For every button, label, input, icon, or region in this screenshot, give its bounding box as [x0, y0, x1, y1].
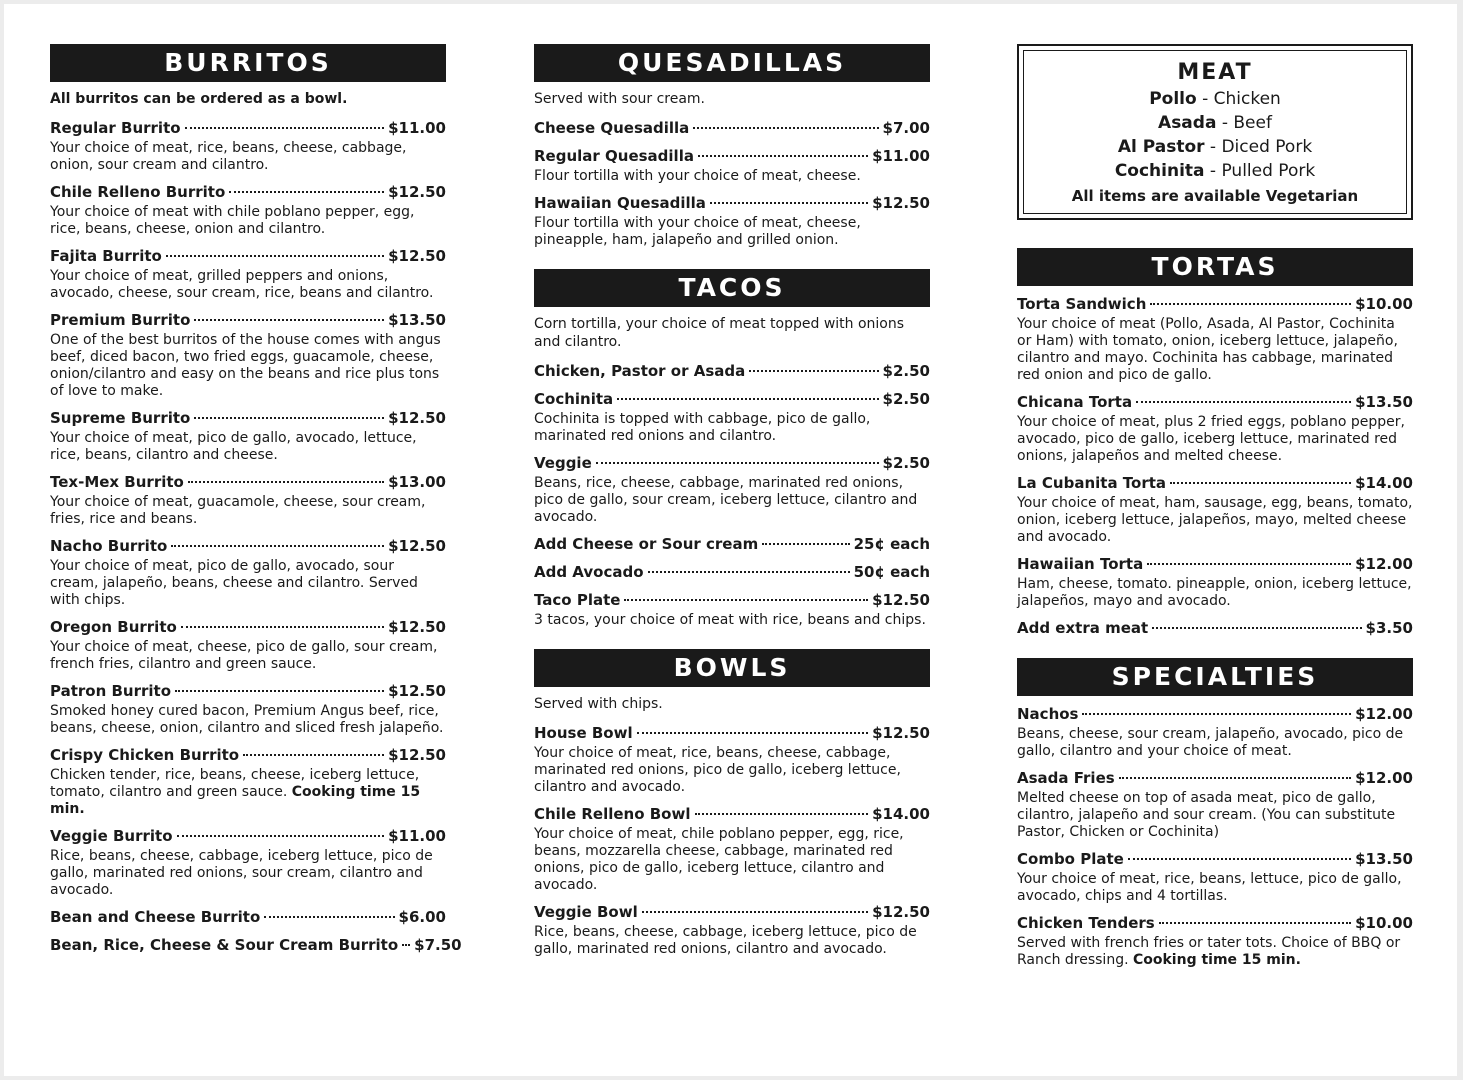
menu-item-price: $3.50 [1365, 619, 1413, 637]
menu-item-price: 25¢ each [853, 535, 930, 553]
menu-item-line [534, 193, 930, 213]
menu-item-veggie-bowl [534, 902, 930, 958]
burritos-header: BURRITOS [50, 44, 446, 82]
menu-item-price: $7.50 [414, 936, 462, 954]
meat-option-name: Cochinita [1114, 161, 1205, 181]
menu-item-price: $12.50 [872, 591, 930, 609]
menu-item-oregon-burrito [50, 617, 446, 673]
dot-leader [762, 543, 849, 545]
menu-item-description-text: Your choice of meat, rice, beans, cheese, cabbage, onion, sour cream and cilantro. [50, 140, 407, 173]
menu-item-description [50, 430, 446, 464]
menu-item-name: Nachos [1017, 705, 1079, 723]
menu-item-name: House Bowl [534, 724, 633, 742]
tacos-list [534, 361, 930, 629]
menu-item-description-text: Your choice of meat, rice, beans, lettuce, pico de gallo, avocado, chips and 4 tortillas. [1017, 871, 1402, 904]
menu-item-description [50, 639, 446, 673]
dot-leader [185, 127, 385, 129]
menu-item-supreme-burrito [50, 408, 446, 464]
menu-item-line [1017, 473, 1413, 493]
menu-item-crispy-chicken-burrito [50, 745, 446, 818]
menu-item-regular-burrito [50, 118, 446, 174]
menu-item-description-text: Served with french fries or tater tots. Choice of BBQ or Ranch dressing. [1017, 935, 1401, 968]
menu-item-name: Crispy Chicken Burrito [50, 746, 240, 764]
menu-page [4, 4, 1457, 1076]
specialties-header: SPECIALTIES [1017, 658, 1413, 696]
menu-item-price: $10.00 [1355, 295, 1413, 313]
dot-leader [596, 462, 879, 464]
menu-item-name: Add Cheese or Sour cream [534, 535, 759, 553]
menu-item-description-text: Your choice of meat with chile poblano pepper, egg, rice, beans, cheese, onion and cilantro. [50, 204, 415, 237]
menu-item-description [534, 924, 930, 958]
menu-item-bean-and-cheese-burrito [50, 907, 446, 927]
menu-item-description [1017, 495, 1413, 546]
menu-item-description [1017, 576, 1413, 610]
menu-item-name: Tex-Mex Burrito [50, 473, 184, 491]
dot-leader [264, 916, 394, 918]
dot-leader [642, 911, 868, 913]
menu-item-description-text: Your choice of meat, rice, beans, cheese, cabbage, marinated red onions, pico de gallo, iceberg lettuce, cilantro and avocado. [534, 745, 901, 795]
menu-item-name: Hawaiian Torta [1017, 555, 1144, 573]
menu-item-nachos [1017, 704, 1413, 760]
menu-item-description [534, 745, 930, 796]
tortas-header: TORTAS [1017, 248, 1413, 286]
menu-item-name: Taco Plate [534, 591, 621, 609]
menu-item-line [1017, 618, 1413, 638]
menu-item-line [50, 310, 446, 330]
dot-leader [693, 127, 878, 129]
menu-item-price: $12.00 [1355, 769, 1413, 787]
menu-item-name: Veggie [534, 454, 592, 472]
menu-item-name: Regular Burrito [50, 119, 181, 137]
menu-item-description-text: Your choice of meat, pico de gallo, avocado, sour cream, jalapeño, beans, cheese and cilantro. Served with chips. [50, 558, 418, 608]
menu-item-regular-quesadilla [534, 146, 930, 185]
menu-item-description-text: Your choice of meat, chile poblano pepper, egg, rice, beans, mozzarella cheese, cabbage, marinated red onions, pico de gallo, iceberg lettuce, cilantro and avocado. [534, 826, 904, 893]
bowls-list [534, 723, 930, 958]
meat-option-pollo [1030, 87, 1400, 111]
menu-item-price: $12.50 [388, 183, 446, 201]
menu-item-description-text: Chicken tender, rice, beans, cheese, iceberg lettuce, tomato, cilantro and green sauce. [50, 767, 420, 800]
dot-leader [177, 835, 385, 837]
menu-item-fajita-burrito [50, 246, 446, 302]
menu-item-line [50, 472, 446, 492]
meat-option-cochinita [1030, 159, 1400, 183]
meat-list [1030, 87, 1400, 183]
menu-item-line [50, 536, 446, 556]
menu-item-line [50, 246, 446, 266]
dot-leader [637, 732, 869, 734]
menu-item-price: $12.00 [1355, 555, 1413, 573]
menu-item-description [50, 558, 446, 609]
menu-item-name: Premium Burrito [50, 311, 191, 329]
menu-item-name: Regular Quesadilla [534, 147, 694, 165]
dot-leader [749, 370, 878, 372]
bowls-header: BOWLS [534, 649, 930, 687]
menu-item-tex-mex-burrito [50, 472, 446, 528]
dot-leader [648, 571, 850, 573]
menu-item-add-avocado [534, 562, 930, 582]
menu-item-description [1017, 790, 1413, 841]
dot-leader [1119, 777, 1351, 779]
menu-item-name: Add extra meat [1017, 619, 1149, 637]
menu-item-price: $2.50 [882, 390, 930, 408]
menu-item-line [50, 907, 446, 927]
menu-item-description-text: Your choice of meat, guacamole, cheese, sour cream, fries, rice and beans. [50, 494, 426, 527]
menu-item-price: 50¢ each [853, 563, 930, 581]
menu-item-description [50, 332, 446, 400]
dot-leader [166, 255, 384, 257]
menu-item-name: Chile Relleno Bowl [534, 805, 691, 823]
menu-item-combo-plate [1017, 849, 1413, 905]
menu-item-description-text: Flour tortilla with your choice of meat, cheese, pineapple, ham, jalapeño and grilled onion. [534, 215, 861, 248]
menu-item-add-cheese-or-sour-cream [534, 534, 930, 554]
menu-item-description [1017, 316, 1413, 384]
menu-item-name: Chicana Torta [1017, 393, 1133, 411]
meat-title: MEAT [1177, 60, 1253, 85]
dot-leader [710, 202, 868, 204]
menu-item-description [534, 475, 930, 526]
meat-box-inner [1023, 50, 1407, 214]
meat-option-description: Beef [1233, 113, 1272, 133]
menu-item-description-text: Your choice of meat, grilled peppers and onions, avocado, cheese, sour cream, rice, beans and cilantro. [50, 268, 434, 301]
menu-item-price: $12.50 [872, 194, 930, 212]
dot-leader [695, 813, 869, 815]
tortas-list [1017, 294, 1413, 638]
meat-option-asada [1030, 111, 1400, 135]
menu-item-price: $12.50 [388, 409, 446, 427]
menu-item-name: Bean and Cheese Burrito [50, 908, 261, 926]
menu-item-line [534, 389, 930, 409]
menu-item-description [534, 826, 930, 894]
menu-item-name: Chicken, Pastor or Asada [534, 362, 746, 380]
menu-item-price: $12.50 [388, 247, 446, 265]
meat-option-separator: - [1204, 137, 1222, 157]
menu-item-price: $10.00 [1355, 914, 1413, 932]
menu-item-name: Fajita Burrito [50, 247, 162, 265]
menu-item-description-text: Flour tortilla with your choice of meat, cheese. [534, 168, 861, 184]
dot-leader [175, 690, 384, 692]
menu-item-line [534, 804, 930, 824]
menu-item-description [1017, 726, 1413, 760]
menu-item-price: $12.50 [388, 682, 446, 700]
menu-item-line [50, 681, 446, 701]
menu-item-name: Veggie Burrito [50, 827, 173, 845]
menu-item-price: $2.50 [882, 454, 930, 472]
menu-item-price: $14.00 [872, 805, 930, 823]
menu-item-line [534, 590, 930, 610]
dot-leader [188, 481, 384, 483]
menu-item-torta-sandwich [1017, 294, 1413, 384]
menu-item-veggie [534, 453, 930, 526]
menu-item-description-text: Cochinita is topped with cabbage, pico de gallo, marinated red onions and cilantro. [534, 411, 871, 444]
meat-option-name: Al Pastor [1117, 137, 1205, 157]
menu-item-line [50, 182, 446, 202]
menu-item-premium-burrito [50, 310, 446, 400]
menu-item-line [534, 534, 930, 554]
menu-item-price: $13.50 [1355, 850, 1413, 868]
menu-item-line [534, 902, 930, 922]
meat-option-description: Pulled Pork [1221, 161, 1316, 181]
menu-item-description-text: Melted cheese on top of asada meat, pico de gallo, cilantro, jalapeño and sour cream. (You can substitute Pastor, Chicken or Cochinita) [1017, 790, 1396, 840]
burritos-list [50, 118, 462, 955]
menu-item-description-text: Beans, cheese, sour cream, jalapeño, avocado, pico de gallo, cilantro and your choice of meat. [1017, 726, 1404, 759]
menu-item-chicken-tenders [1017, 913, 1413, 969]
menu-item-price: $6.00 [398, 908, 446, 926]
menu-item-price: $11.00 [388, 119, 446, 137]
dot-leader [1152, 627, 1361, 629]
menu-item-line [1017, 392, 1413, 412]
menu-item-price: $13.50 [388, 311, 446, 329]
menu-item-nacho-burrito [50, 536, 446, 609]
dot-leader [1082, 713, 1351, 715]
menu-item-description [534, 612, 930, 629]
column-quesadillas-tacos-bowls [534, 44, 930, 966]
dot-leader [243, 754, 384, 756]
menu-item-name: Veggie Bowl [534, 903, 638, 921]
specialties-list [1017, 704, 1413, 969]
menu-item-name: Cheese Quesadilla [534, 119, 690, 137]
quesadillas-intro: Served with sour cream. [534, 91, 706, 107]
menu-item-description [1017, 414, 1413, 465]
menu-item-cheese-quesadilla [534, 118, 930, 138]
quesadillas-list [534, 118, 930, 249]
dot-leader [698, 155, 868, 157]
menu-item-line [534, 146, 930, 166]
cooking-time-note: Cooking time 15 min. [50, 784, 421, 817]
column-meat-tortas-specialties [1017, 44, 1413, 977]
dot-leader [229, 191, 384, 193]
menu-item-price: $7.00 [882, 119, 930, 137]
menu-item-taco-plate [534, 590, 930, 629]
dot-leader [617, 398, 878, 400]
meat-option-separator: - [1216, 113, 1234, 133]
meat-option-description: Chicken [1213, 89, 1281, 109]
dot-leader [624, 599, 868, 601]
menu-item-line [50, 617, 446, 637]
menu-item-name: Combo Plate [1017, 850, 1124, 868]
menu-item-line [1017, 849, 1413, 869]
menu-item-price: $2.50 [882, 362, 930, 380]
menu-item-chicken-pastor-or-asada [534, 361, 930, 381]
quesadillas-header: QUESADILLAS [534, 44, 930, 82]
menu-item-description-text: Your choice of meat (Pollo, Asada, Al Pastor, Cochinita or Ham) with tomato, onion, iceberg lettuce, jalapeño, cilantro and mayo. Cochinita has cabbage, marinated red onion and pico de gallo. [1017, 316, 1398, 383]
dot-leader [1147, 563, 1351, 565]
menu-item-line [534, 723, 930, 743]
menu-item-description [534, 168, 930, 185]
meat-option-al-pastor [1030, 135, 1400, 159]
menu-item-la-cubanita-torta [1017, 473, 1413, 546]
menu-item-price: $12.00 [1355, 705, 1413, 723]
menu-item-description-text: 3 tacos, your choice of meat with rice, beans and chips. [534, 612, 926, 628]
menu-item-price: $13.00 [388, 473, 446, 491]
menu-item-patron-burrito [50, 681, 446, 737]
menu-item-description [534, 215, 930, 249]
menu-item-line [534, 453, 930, 473]
menu-item-name: Hawaiian Quesadilla [534, 194, 706, 212]
menu-item-line [1017, 768, 1413, 788]
menu-item-description [534, 411, 930, 445]
menu-item-name: Supreme Burrito [50, 409, 191, 427]
menu-item-name: Patron Burrito [50, 682, 172, 700]
menu-item-name: Asada Fries [1017, 769, 1115, 787]
dot-leader [171, 545, 384, 547]
tacos-intro: Corn tortilla, your choice of meat topped with onions and cilantro. [534, 316, 905, 350]
menu-item-line [50, 408, 446, 428]
menu-item-description [1017, 871, 1413, 905]
meat-option-separator: - [1196, 89, 1214, 109]
dot-leader [194, 417, 384, 419]
menu-item-description-text: One of the best burritos of the house comes with angus beef, diced bacon, two fried eggs, guacamole, cheese, onion/cilantro and easy on the beans and rice plus tons of love to make. [50, 332, 441, 399]
menu-item-price: $13.50 [1355, 393, 1413, 411]
menu-item-description-text: Beans, rice, cheese, cabbage, marinated red onions, pico de gallo, sour cream, iceberg lettuce, cilantro and avocado. [534, 475, 918, 525]
dot-leader [1170, 482, 1351, 484]
menu-item-name: Chicken Tenders [1017, 914, 1155, 932]
menu-item-line [50, 826, 446, 846]
menu-item-description [50, 268, 446, 302]
menu-item-chile-relleno-burrito [50, 182, 446, 238]
menu-item-name: Nacho Burrito [50, 537, 168, 555]
burritos-intro: All burritos can be ordered as a bowl. [50, 91, 348, 107]
cooking-time-note: Cooking time 15 min. [1132, 952, 1301, 968]
meat-option-description: Diced Pork [1221, 137, 1313, 157]
dot-leader [1136, 401, 1351, 403]
meat-option-name: Pollo [1149, 89, 1197, 109]
menu-item-description-text: Smoked honey cured bacon, Premium Angus beef, rice, beans, cheese, onion, cilantro and sliced fresh jalapeño. [50, 703, 444, 736]
menu-item-price: $12.50 [388, 746, 446, 764]
menu-item-description [50, 494, 446, 528]
menu-item-line [50, 935, 462, 955]
meat-box [1017, 44, 1413, 220]
dot-leader [194, 319, 384, 321]
menu-item-name: Torta Sandwich [1017, 295, 1147, 313]
menu-item-description [50, 848, 446, 899]
meat-option-separator: - [1204, 161, 1222, 181]
menu-item-cochinita [534, 389, 930, 445]
menu-item-name: Cochinita [534, 390, 614, 408]
menu-item-description [50, 703, 446, 737]
menu-item-description-text: Your choice of meat, ham, sausage, egg, beans, tomato, onion, iceberg lettuce, jalapeños, mayo, melted cheese and avocado. [1017, 495, 1413, 545]
dot-leader [1159, 922, 1351, 924]
meat-option-name: Asada [1158, 113, 1217, 133]
meat-note: All items are available Vegetarian [1071, 187, 1359, 205]
menu-item-price: $12.50 [872, 724, 930, 742]
dot-leader [1128, 858, 1351, 860]
menu-item-name: La Cubanita Torta [1017, 474, 1167, 492]
menu-item-line [534, 562, 930, 582]
menu-item-description-text: Your choice of meat, plus 2 fried eggs, poblano pepper, avocado, pico de gallo, iceberg lettuce, marinated red onions, jalapeños and melted cheese. [1017, 414, 1405, 464]
menu-item-description [50, 140, 446, 174]
bowls-intro: Served with chips. [534, 696, 663, 712]
menu-item-name: Bean, Rice, Cheese & Sour Cream Burrito [50, 936, 399, 954]
dot-leader [402, 944, 410, 946]
menu-item-price: $12.50 [388, 618, 446, 636]
dot-leader [1150, 303, 1351, 305]
column-burritos [50, 44, 462, 963]
menu-item-price: $14.00 [1355, 474, 1413, 492]
menu-item-description-text: Ham, cheese, tomato. pineapple, onion, iceberg lettuce, jalapeños, mayo and avocado. [1017, 576, 1412, 609]
menu-item-asada-fries [1017, 768, 1413, 841]
menu-item-description-text: Your choice of meat, cheese, pico de gallo, sour cream, french fries, cilantro and green sauce. [50, 639, 438, 672]
menu-item-name: Chile Relleno Burrito [50, 183, 226, 201]
menu-item-price: $12.50 [388, 537, 446, 555]
menu-item-bean-rice-cheese-sour-cream-burrito [50, 935, 462, 955]
menu-item-name: Oregon Burrito [50, 618, 177, 636]
menu-item-name: Add Avocado [534, 563, 644, 581]
menu-item-price: $11.00 [872, 147, 930, 165]
menu-item-house-bowl [534, 723, 930, 796]
menu-item-line [534, 361, 930, 381]
menu-item-chile-relleno-bowl [534, 804, 930, 894]
menu-item-hawaiian-quesadilla [534, 193, 930, 249]
dot-leader [181, 626, 384, 628]
menu-item-add-extra-meat [1017, 618, 1413, 638]
menu-item-description [50, 204, 446, 238]
menu-item-description-text: Your choice of meat, pico de gallo, avocado, lettuce, rice, beans, cilantro and cheese. [50, 430, 417, 463]
menu-item-line [50, 118, 446, 138]
menu-item-price: $11.00 [388, 827, 446, 845]
menu-item-price: $12.50 [872, 903, 930, 921]
menu-item-line [1017, 913, 1413, 933]
menu-item-hawaiian-torta [1017, 554, 1413, 610]
menu-item-line [1017, 294, 1413, 314]
menu-item-description-text: Rice, beans, cheese, cabbage, iceberg lettuce, pico de gallo, marinated red onions, cilantro and avocado. [534, 924, 917, 957]
menu-item-line [1017, 704, 1413, 724]
menu-item-description [50, 767, 446, 818]
menu-item-line [534, 118, 930, 138]
menu-item-line [50, 745, 446, 765]
menu-item-description [1017, 935, 1413, 969]
menu-item-description-text: Rice, beans, cheese, cabbage, iceberg lettuce, pico de gallo, marinated red onions, sour cream, cilantro and avocado. [50, 848, 433, 898]
menu-item-veggie-burrito [50, 826, 446, 899]
tacos-header: TACOS [534, 269, 930, 307]
menu-item-line [1017, 554, 1413, 574]
menu-item-chicana-torta [1017, 392, 1413, 465]
